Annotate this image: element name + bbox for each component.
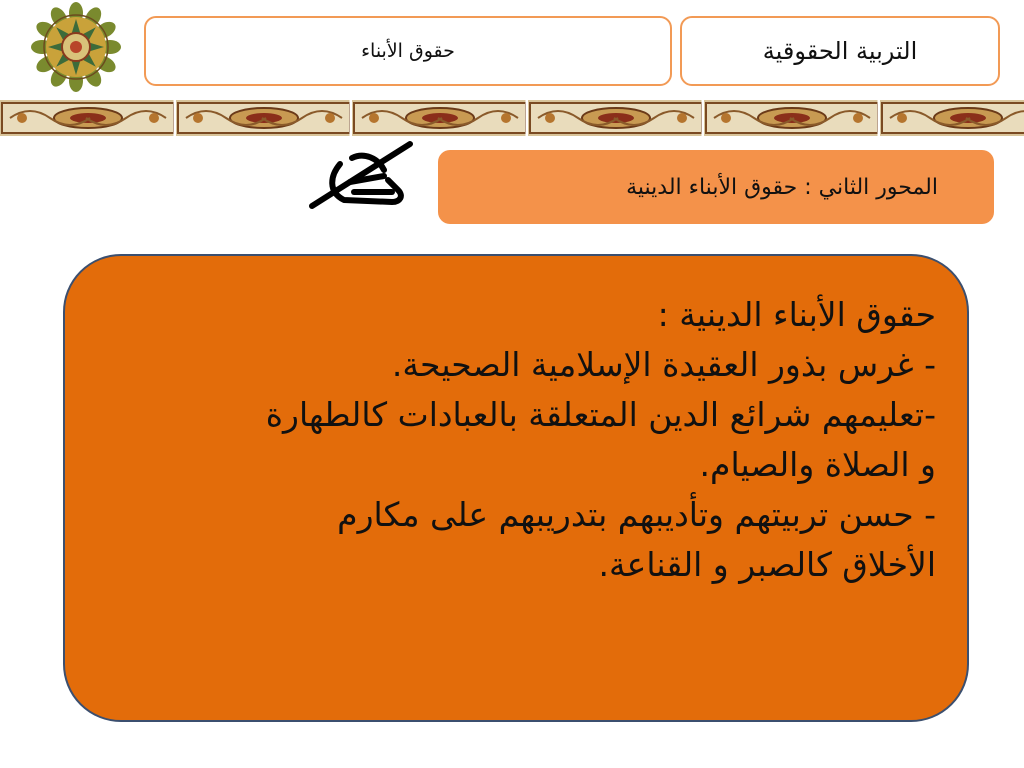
ornamental-border-strip	[0, 100, 1024, 136]
content-line: حقوق الأبناء الدينية :	[657, 295, 936, 334]
axis-title: المحور الثاني : حقوق الأبناء الدينية	[626, 174, 938, 200]
content-line: - حسن تربيتهم وتأديبهم بتدريبهم على مكارم	[337, 495, 936, 534]
content-line: و الصلاة والصيام.	[699, 445, 936, 484]
content-line: -تعليمهم شرائع الدين المتعلقة بالعبادات كالطهارة	[265, 395, 936, 434]
subject-title: التربية الحقوقية	[762, 37, 918, 65]
axis-title-box	[438, 150, 994, 224]
lesson-title-box	[144, 16, 672, 86]
subject-title-box	[680, 16, 1000, 86]
content-text	[64, 290, 936, 590]
content-line: الأخلاق كالصبر و القناعة.	[598, 545, 936, 584]
writing-hand-icon	[300, 136, 420, 216]
lesson-title: حقوق الأبناء	[361, 40, 455, 62]
content-line: - غرس بذور العقيدة الإسلامية الصحيحة.	[391, 345, 936, 384]
ornament-logo-icon	[15, 2, 137, 92]
